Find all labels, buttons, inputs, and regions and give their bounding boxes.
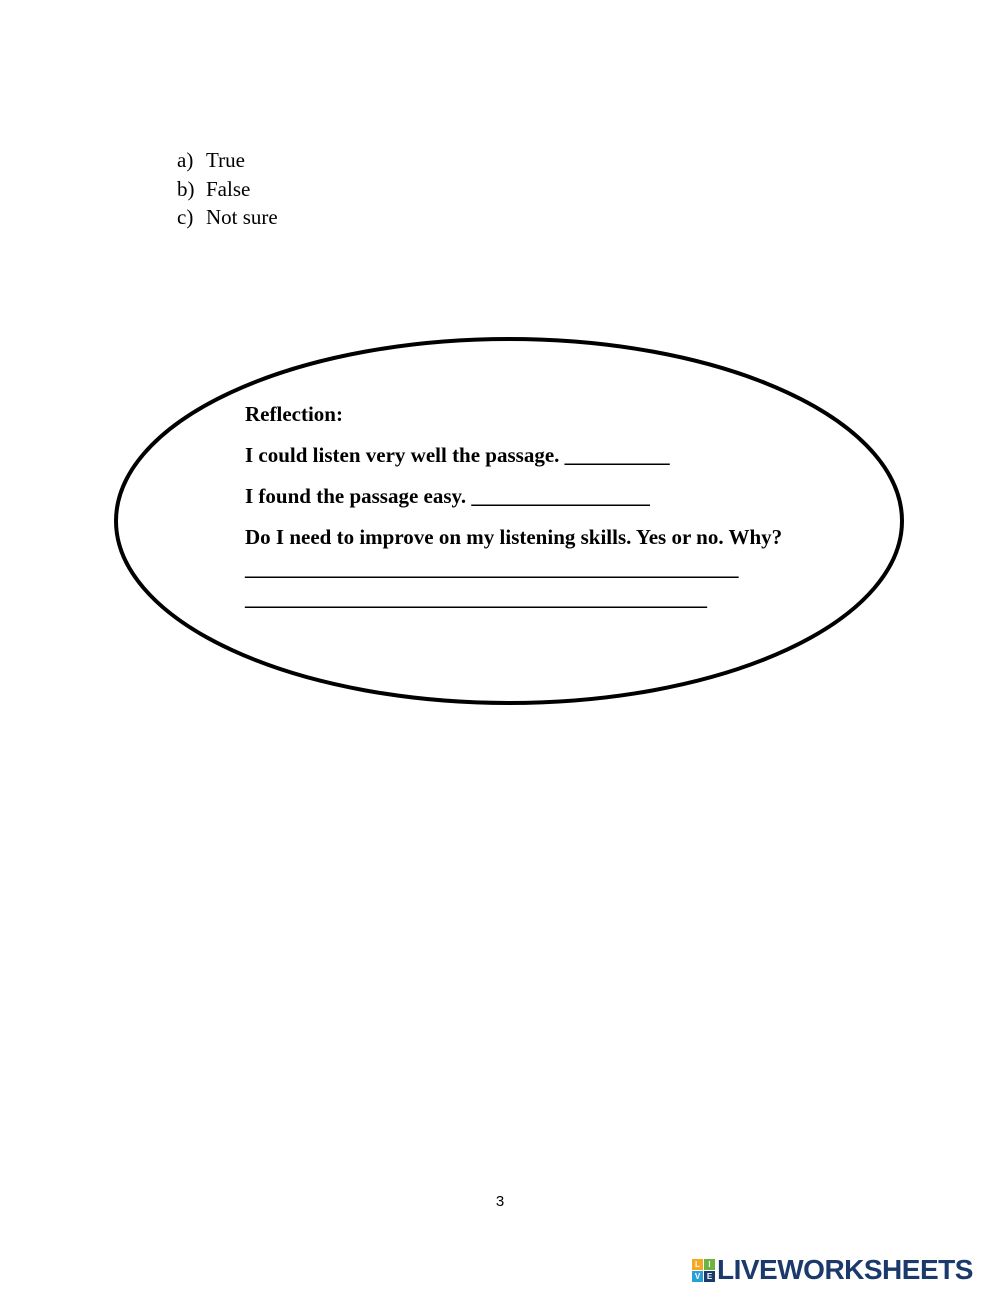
answer-options bbox=[177, 146, 278, 232]
brand-logo bbox=[692, 1253, 973, 1287]
logo-tile: I bbox=[704, 1259, 715, 1270]
reflection-title: Reflection: bbox=[245, 402, 343, 426]
logo-tile: E bbox=[704, 1271, 715, 1282]
option-letter: c) bbox=[177, 205, 194, 229]
brand-name: LIVEWORKSHEETS bbox=[717, 1254, 973, 1285]
reflection-question-listen[interactable]: I could listen very well the passage. __________ bbox=[245, 443, 670, 467]
option-text: Not sure bbox=[206, 205, 278, 229]
liveworksheets-icon bbox=[692, 1259, 715, 1282]
page-number: 3 bbox=[495, 1193, 505, 1210]
option-letter: b) bbox=[177, 176, 195, 201]
option-c[interactable] bbox=[177, 203, 278, 232]
logo-tile: V bbox=[692, 1271, 703, 1282]
reflection-section bbox=[245, 400, 785, 613]
reflection-question-improve: Do I need to improve on my listening skills. Yes or no. Why? bbox=[245, 525, 783, 549]
option-b[interactable] bbox=[177, 175, 278, 204]
option-text: False bbox=[206, 176, 251, 201]
logo-tile: L bbox=[692, 1259, 703, 1270]
option-a[interactable] bbox=[177, 146, 278, 175]
answer-blank-1[interactable]: _______________________________________________ bbox=[245, 556, 739, 580]
option-text: True bbox=[206, 148, 245, 172]
reflection-question-easy[interactable]: I found the passage easy. _________________ bbox=[245, 484, 650, 508]
answer-blank-2[interactable]: ____________________________________________ bbox=[245, 586, 707, 610]
option-letter: a) bbox=[177, 148, 194, 172]
